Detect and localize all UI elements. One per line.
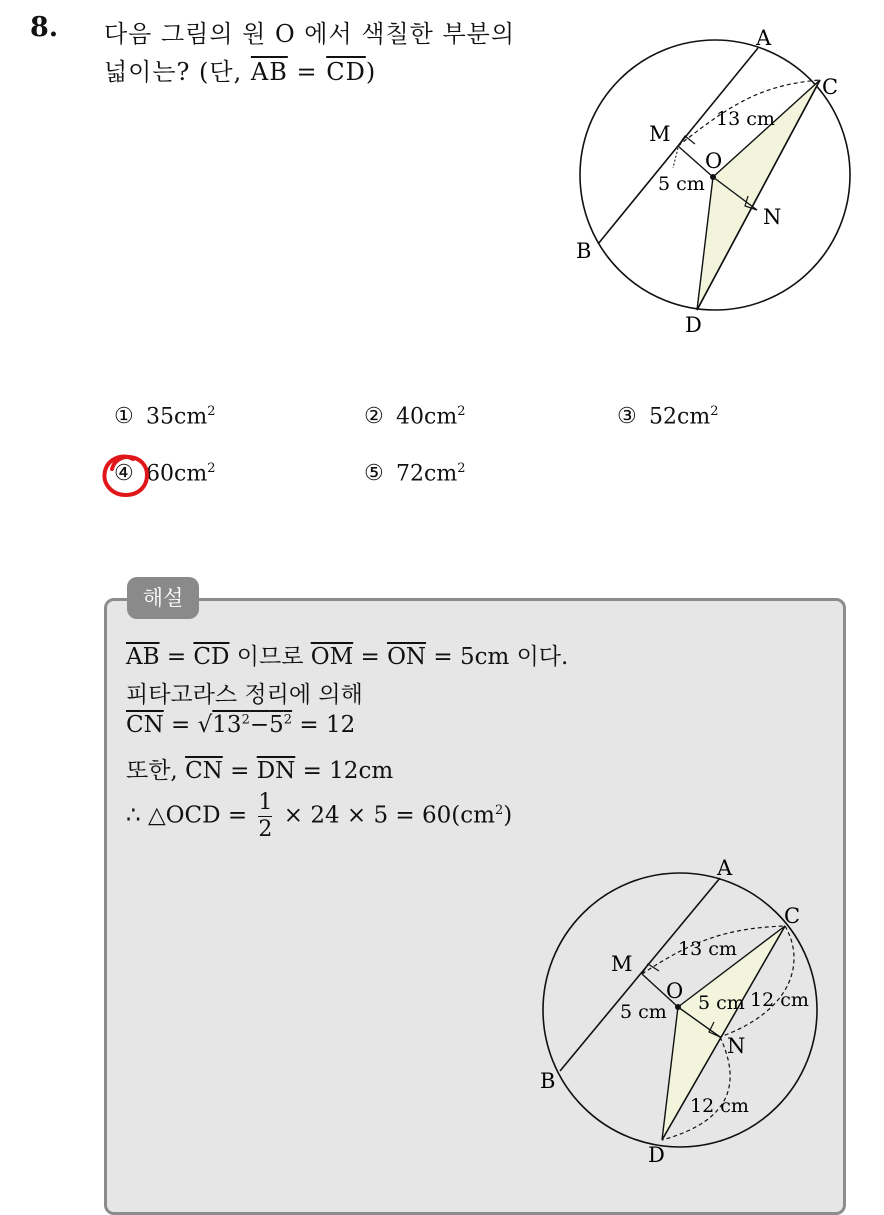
solution-line-5 (126, 790, 512, 843)
choice-2-exponent: 2 (457, 404, 466, 419)
choice-4-exponent: 2 (207, 461, 216, 476)
choice-3[interactable] (617, 404, 718, 429)
question-suffix: ) (365, 58, 377, 86)
solution-line-1 (126, 638, 568, 671)
label-d: D (685, 313, 702, 337)
radicand-base1: 13 (212, 712, 242, 738)
label-a: A (756, 26, 772, 50)
choice-5[interactable] (364, 461, 465, 486)
label-b: B (576, 239, 592, 263)
choice-2-number: ② (364, 404, 384, 430)
question-prefix: 넓이는? (단, (104, 58, 251, 86)
sol-eq: = (159, 644, 194, 670)
label-len-oc: 13 cm (716, 108, 775, 130)
choice-2[interactable] (364, 404, 465, 429)
fig2-len-cn: 12 cm (750, 989, 809, 1011)
label-n: N (763, 205, 782, 229)
sol-segment-om: $\overline{OM}$ (310, 644, 354, 670)
fig2-len-on: 5 cm (698, 992, 745, 1014)
choice-4-number: ④ (114, 461, 134, 487)
sol-exponent: 2 (494, 802, 504, 818)
question-number: 8. (30, 12, 59, 43)
label-m: M (649, 122, 671, 146)
sol-text: 이므로 (229, 644, 311, 670)
fig2-label-n: N (727, 1034, 746, 1058)
solution-tag: 해설 (127, 577, 199, 619)
choice-1-exponent: 2 (207, 404, 216, 419)
solution-figure (520, 850, 840, 1170)
segment-ab: $\overline{AB}$ (250, 58, 288, 86)
sol-text: = 12cm (295, 758, 394, 784)
equals-sign: = (287, 58, 327, 86)
sol-text: 또한, (126, 758, 186, 784)
sol-segment-dn: $\overline{DN}$ (256, 758, 296, 784)
question-text-line1: 다음 그림의 원 O 에서 색칠한 부분의 (104, 20, 516, 48)
sol-eq: = (163, 712, 198, 738)
fraction-numerator: 1 (258, 790, 273, 815)
radicand-exp1: 2 (241, 712, 250, 728)
fig2-len-dn: 12 cm (690, 1095, 749, 1117)
choice-4-value: 60cm (146, 461, 208, 487)
solution-line-2: 피타고라스 정리에 의해 (126, 682, 363, 708)
fig2-label-o: O (666, 979, 684, 1003)
fig2-label-m: M (611, 952, 633, 976)
sqrt-radicand (212, 712, 292, 738)
label-c: C (822, 75, 839, 99)
fig2-len-om: 5 cm (620, 1001, 667, 1023)
choice-5-number: ⑤ (364, 461, 384, 487)
choice-3-value: 52cm (649, 404, 711, 430)
fig2-label-d: D (648, 1143, 665, 1167)
sol-text: ) (503, 802, 513, 829)
sol-segment-on: $\overline{ON}$ (387, 644, 427, 670)
choice-1[interactable] (114, 404, 215, 429)
fraction-denominator: 2 (258, 817, 273, 842)
choice-3-number: ③ (617, 404, 637, 430)
sol-text: ∴ △OCD = (126, 802, 255, 829)
choice-1-value: 35cm (146, 404, 208, 430)
segment-cd: $\overline{CD}$ (326, 58, 366, 86)
answer-circle-mark (100, 451, 152, 499)
choice-5-value: 72cm (396, 461, 458, 487)
sol-result: = 12 (292, 712, 356, 738)
sol-eq: = (222, 758, 257, 784)
minus-sign: − (249, 712, 270, 738)
sol-text: = 5cm 이다. (426, 644, 569, 670)
fig2-len-oc: 13 cm (678, 938, 737, 960)
solution-line-4 (126, 752, 393, 785)
label-len-om: 5 cm (658, 173, 705, 195)
sol-segment-cn: $\overline{CN}$ (126, 712, 164, 738)
solution-line-3 (126, 712, 355, 738)
sol-segment-cn: $\overline{CN}$ (185, 758, 223, 784)
sol-eq: = (353, 644, 388, 670)
radicand-exp2: 2 (283, 712, 293, 728)
choice-3-exponent: 2 (710, 404, 719, 419)
label-o: O (705, 149, 723, 173)
choice-1-number: ① (114, 404, 134, 430)
question-text-line2 (104, 52, 376, 87)
fig2-label-a: A (717, 856, 733, 880)
sqrt-sign: √ (197, 712, 213, 738)
fig2-label-c: C (784, 904, 801, 928)
sol-text: × 24 × 5 = 60(cm (276, 802, 495, 829)
sol-segment-cd: $\overline{CD}$ (193, 644, 230, 670)
question-figure (560, 10, 880, 360)
choice-5-exponent: 2 (457, 461, 466, 476)
fig2-label-b: B (540, 1069, 556, 1093)
radicand-base2: 5 (269, 712, 284, 738)
choice-2-value: 40cm (396, 404, 458, 430)
sol-segment-ab: $\overline{AB}$ (126, 644, 160, 670)
fraction-half (258, 790, 272, 843)
